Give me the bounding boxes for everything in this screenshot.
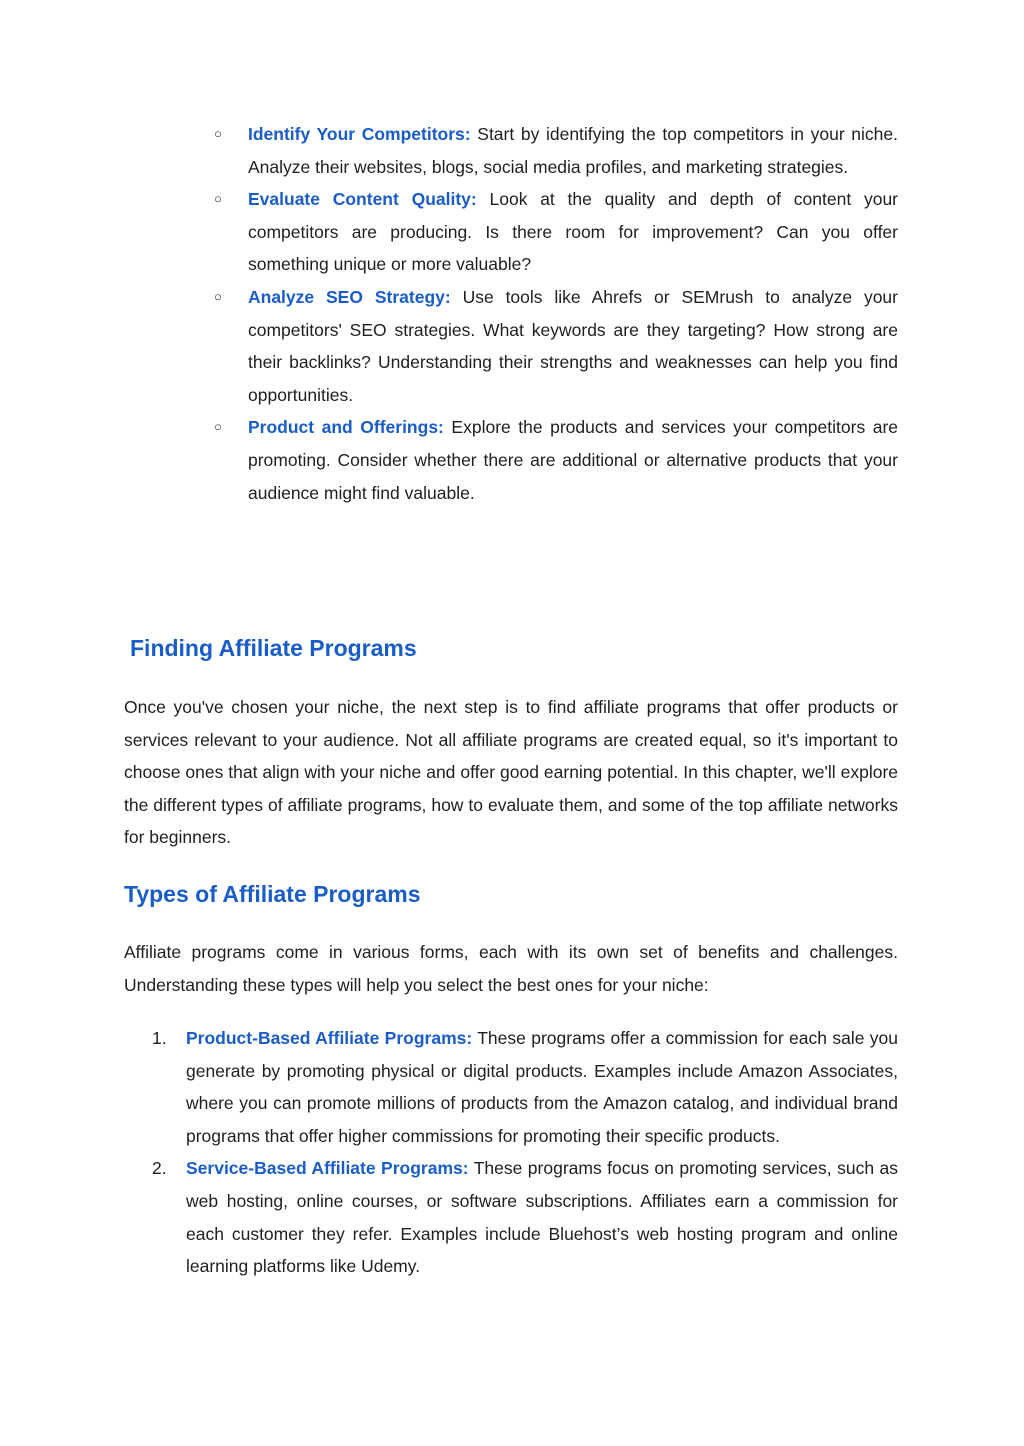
types-intro-paragraph: Affiliate programs come in various forms, each with its own set of benefits and challenges. Understanding these types will help you select the best ones for your niche:	[124, 942, 898, 995]
section-heading-finding-affiliate-programs: Finding Affiliate Programs	[130, 635, 417, 661]
list-item	[214, 281, 898, 411]
list-item	[214, 411, 898, 509]
list-item-text: Use tools like Ahrefs or SEMrush to analyze your competitors' SEO strategies. What keywords are they targeting? How strong are their backlinks? Understanding their strengths and weaknesses can help you find opportunities.	[248, 286, 898, 405]
section-heading-types-of-affiliate-programs: Types of Affiliate Programs	[124, 881, 421, 907]
list-item-text: Look at the quality and depth of content your competitors are producing. Is there room for improvement? Can you offer something unique or more valuable?	[248, 189, 898, 275]
list-item-term: Service-Based Affiliate Programs:	[186, 1158, 469, 1179]
list-item	[214, 118, 898, 183]
list-item	[152, 1152, 898, 1282]
list-item-term: Identify Your Competitors:	[248, 124, 471, 144]
list-item-term: Product and Offerings:	[248, 417, 444, 438]
list-item-term: Product-Based Affiliate Programs:	[186, 1028, 473, 1048]
list-item-term: Analyze SEO Strategy:	[248, 286, 451, 307]
competitor-analysis-list	[214, 118, 898, 509]
list-item	[214, 183, 898, 281]
list-item-number: 2.	[152, 1158, 167, 1179]
list-item-term: Evaluate Content Quality:	[248, 189, 477, 210]
hollow-bullet-icon: ○	[214, 288, 222, 304]
list-item-text: Explore the products and services your competitors are promoting. Consider whether there are additional or alternative products that your audience might find valuable.	[248, 417, 899, 503]
program-types-list	[152, 1022, 898, 1283]
list-item-text: These programs offer a commission for each sale you generate by promoting physical or digital products. Examples include Amazon Associates, where you can promote millions of products from the Amazon catalog, and individual brand programs that offer higher commissions for promoting their specific products.	[186, 1028, 899, 1146]
list-item-number: 1.	[152, 1028, 167, 1048]
list-item-text: Start by identifying the top competitors in your niche. Analyze their websites, blogs, social media profiles, and marketing strategies.	[248, 124, 898, 177]
list-item-text: These programs focus on promoting services, such as web hosting, online courses, or software subscriptions. Affiliates earn a commission for each customer they refer. Examples include Bluehost’s web hosting program and online learning platforms like Udemy.	[186, 1158, 898, 1277]
hollow-bullet-icon: ○	[214, 126, 222, 141]
list-item	[152, 1022, 898, 1152]
hollow-bullet-icon: ○	[214, 419, 222, 435]
finding-intro-paragraph: Once you've chosen your niche, the next step is to find affiliate programs that offer products or services relevant to your audience. Not all affiliate programs are created equal, so it's important to choose ones that align with your niche and offer good earning potential. In this chapter, we'll explore the different types of affiliate programs, how to evaluate them, and some of the top affiliate networks for beginners.	[124, 697, 898, 848]
hollow-bullet-icon: ○	[214, 191, 222, 207]
